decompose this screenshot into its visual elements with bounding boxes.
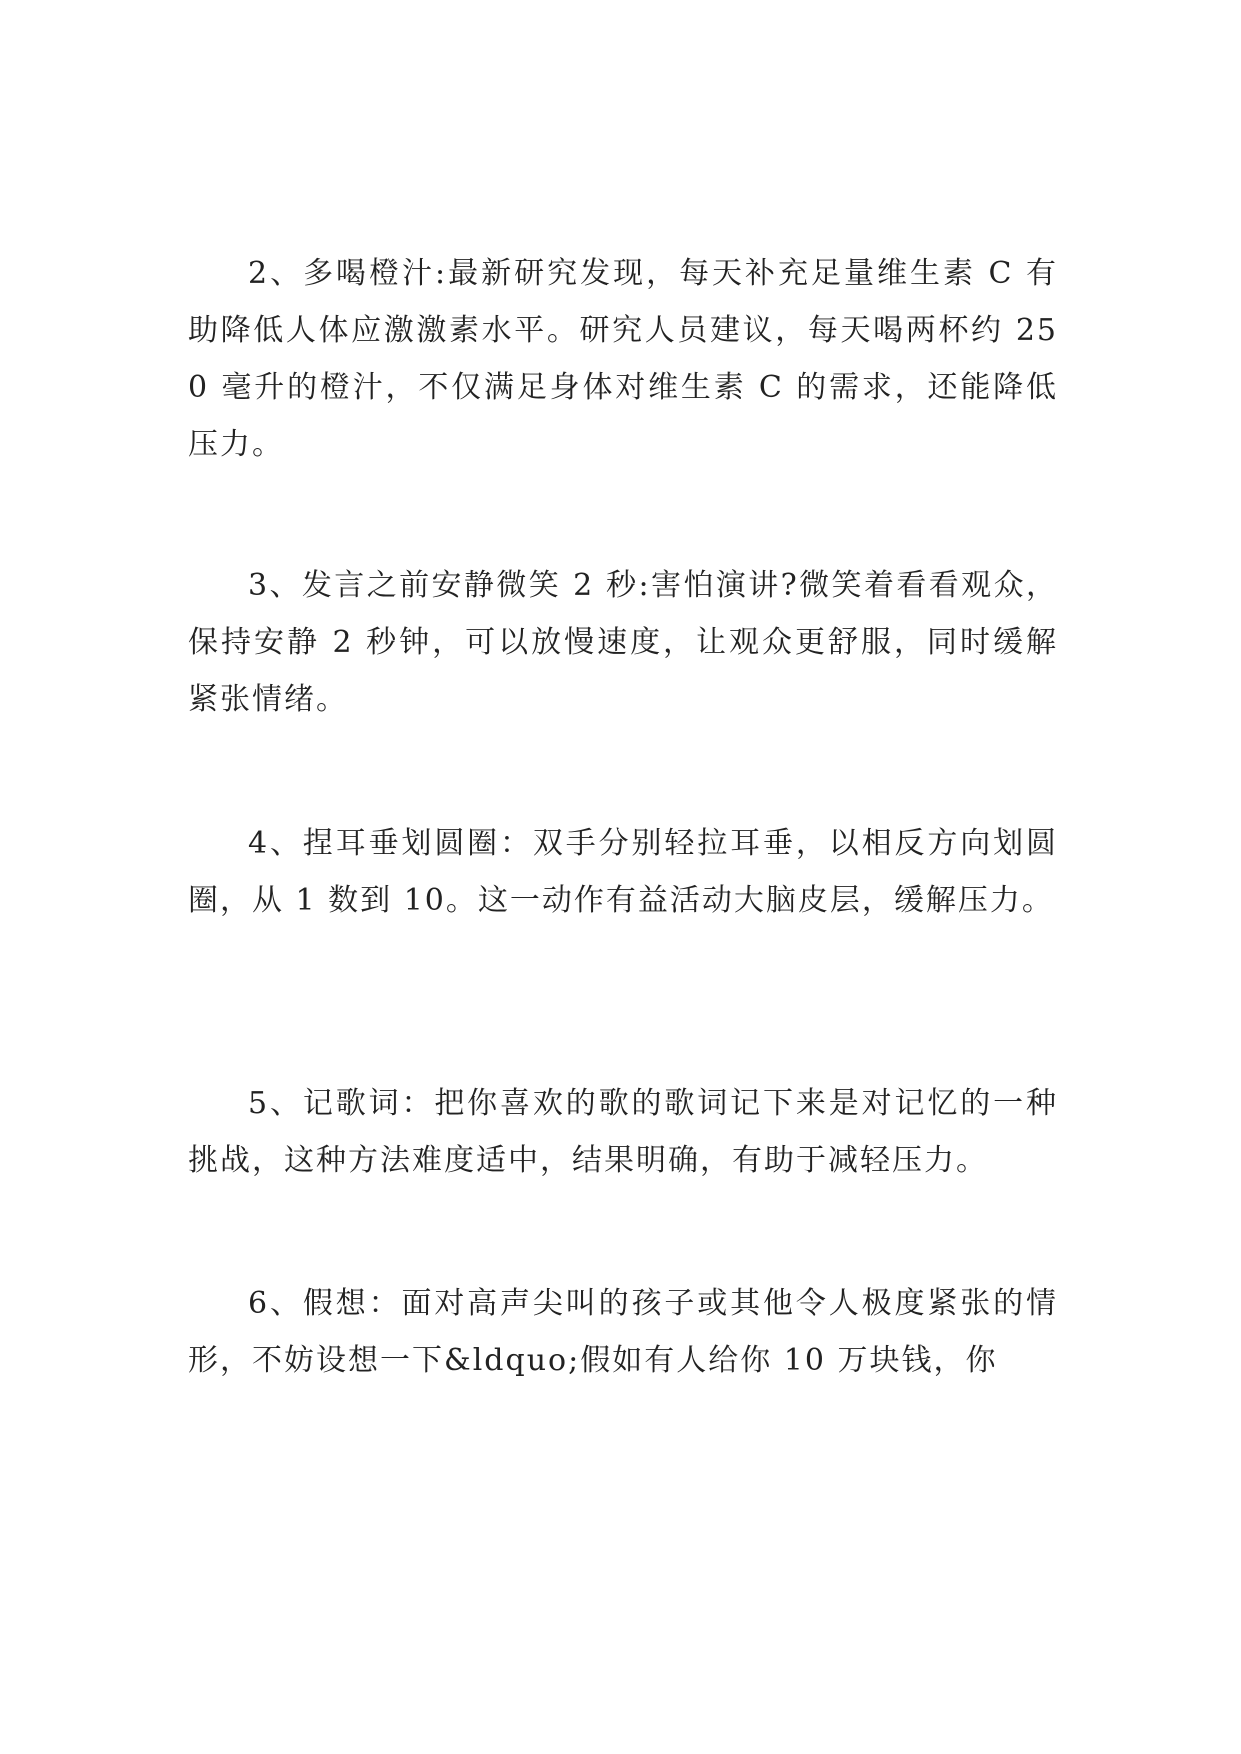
- paragraph-orange-juice: 2、多喝橙汁:最新研究发现，每天补充足量维生素 C 有助降低人体应激激素水平。研究人员建议，每天喝两杯约 250 毫升的橙汁，不仅满足身体对维生素 C 的需求，还能降低压力。: [188, 256, 1058, 462]
- paragraph-memorize-lyrics: 5、记歌词：把你喜欢的歌的歌词记下来是对记忆的一种挑战，这种方法难度适中，结果明确，有助于减轻压力。: [188, 1086, 1058, 1178]
- paragraph-imagine: 6、假想：面对高声尖叫的孩子或其他令人极度紧张的情形，不妨设想一下&ldquo;假如有人给你 10 万块钱，你: [188, 1286, 1058, 1378]
- paragraph-smile-before-speech: 3、发言之前安静微笑 2 秒:害怕演讲?微笑着看看观众，保持安静 2 秒钟，可以放慢速度，让观众更舒服，同时缓解紧张情绪。: [188, 568, 1058, 717]
- paragraph-earlobe-circles: 4、捏耳垂划圆圈：双手分别轻拉耳垂，以相反方向划圆圈，从 1 数到 10。这一动作有益活动大脑皮层，缓解压力。: [188, 826, 1058, 918]
